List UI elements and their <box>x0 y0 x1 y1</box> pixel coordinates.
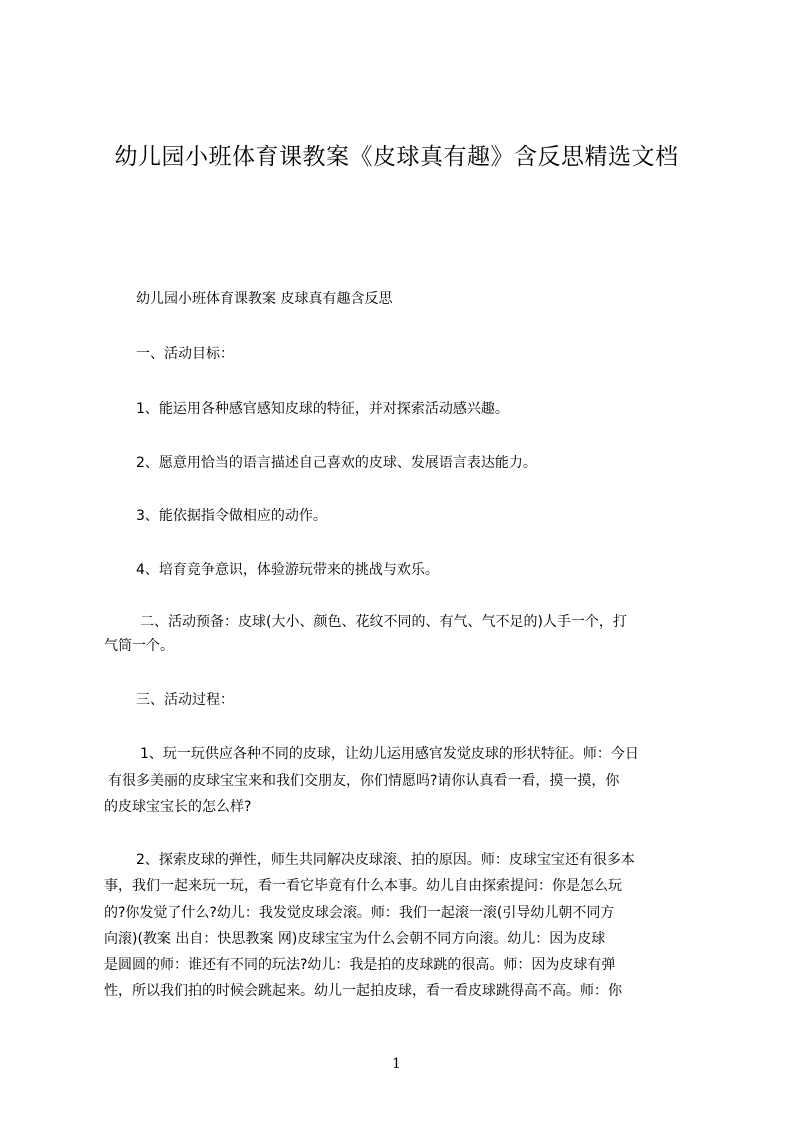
process-paragraph-line: 的?你发觉了什么?幼儿：我发觉皮球会滚。师：我们一起滚一滚(引导幼儿朝不同方 <box>104 905 615 921</box>
process-paragraph-line: 有很多美丽的皮球宝宝来和我们交朋友，你们情愿吗?请你认真看一看，摸一摸，你 <box>108 773 620 789</box>
page-number: 1 <box>392 1056 401 1072</box>
process-paragraph-line: 1、玩一玩供应各种不同的皮球，让幼儿运用感官发觉皮球的形状特征。师：今日 <box>140 746 639 762</box>
section-preparation-line: 二、活动预备：皮球(大小、颜色、花纹不同的、有气、气不足的)人手一个，打 <box>140 614 627 630</box>
process-paragraph-line: 性，所以我们拍的时候会跳起来。幼儿一起拍皮球，看一看皮球跳得高不高。师：你 <box>104 983 622 999</box>
section-heading-process: 三、活动过程： <box>136 692 234 708</box>
process-paragraph-line: 的皮球宝宝长的怎么样? <box>104 799 252 815</box>
process-paragraph-line: 事，我们一起来玩一玩，看一看它毕竟有什么本事。幼儿自由探索提问：你是怎么玩 <box>104 878 622 894</box>
document-title: 幼儿园小班体育课教案《皮球真有趣》含反思精选文档 <box>114 144 679 170</box>
process-paragraph-line: 是圆圆的师：谁还有不同的玩法?幼儿：我是拍的皮球跳的很高。师：因为皮球有弹 <box>104 957 616 973</box>
document-subtitle: 幼儿园小班体育课教案 皮球真有趣含反思 <box>136 291 393 307</box>
process-paragraph-line: 2、探索皮球的弹性，师生共同解决皮球滚、拍的原因。师：皮球宝宝还有很多本 <box>136 852 635 868</box>
section-heading-goals: 一、活动目标： <box>136 346 234 362</box>
goal-item: 4、培育竞争意识，体验游玩带来的挑战与欢乐。 <box>136 562 439 578</box>
goal-item: 2、愿意用恰当的语言描述自己喜欢的皮球、发展语言表达能力。 <box>136 455 537 471</box>
goal-item: 1、能运用各种感官感知皮球的特征，并对探索活动感兴趣。 <box>136 401 509 417</box>
goal-item: 3、能依据指令做相应的动作。 <box>136 508 327 524</box>
process-paragraph-line: 向滚)(教案 出自：快思教案 网)皮球宝宝为什么会朝不同方向滚。幼儿：因为皮球 <box>104 931 606 947</box>
section-preparation-line: 气筒一个。 <box>104 638 174 654</box>
